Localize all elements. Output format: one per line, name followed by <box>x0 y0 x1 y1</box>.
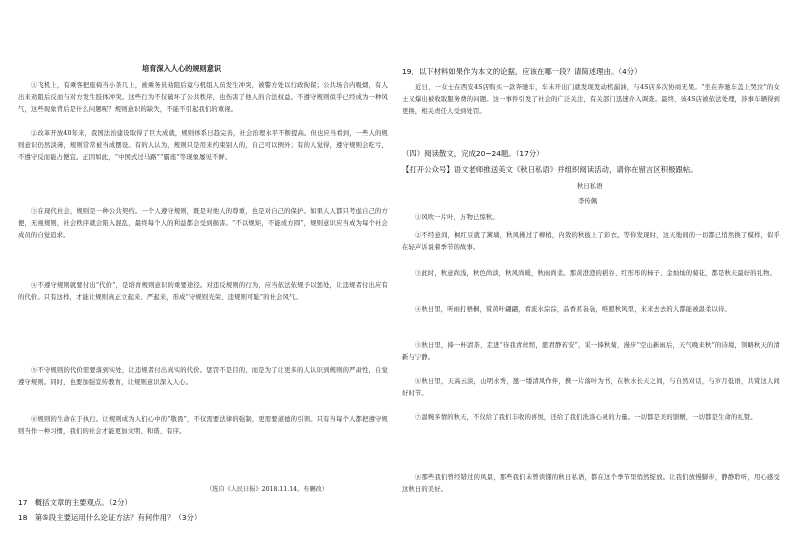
activity-prompt: 【打开公众号】语文老师推送美文《秋日私语》并组织阅读活动，请你在留言区积极跟帖。 <box>402 165 698 174</box>
essay-paragraph-8: ⑧那些我们曾经错过的风景，那些我们未曾读懂的秋日私语，都在这个季节里悄然绽放。让我们放慢脚步，静静聆听，用心感受这秋日的美好。 <box>402 474 780 494</box>
essay-paragraph-4: ④秋日里，听雨打梧桐，赏黄叶翩翩，看流水淙淙，品香茗袅袅，唯愿秋风里，来来去去的人都能被温柔以待。 <box>415 306 731 313</box>
essay-title: 秋日私语 <box>577 182 603 190</box>
article-title: 培育深入人心的规则意识 <box>142 64 222 73</box>
question-19: 19．以下材料如果作为本文的论据，应该在哪一段？请简述理由。（4分） <box>402 67 642 76</box>
material-passage: 近日，一女士在西安4S店购买一款奔驰车，车未开出门就发现发动机漏油，与4S店多次协商无果。“坐在奔驰车盖上哭泣”的女士又爆出被收取服务费的问题。这一事件引发了社会的广泛关注，有关部门迅速介入调查。最终，该4S店被依法处理，涉事车辆得到更换，相关责任人受到处罚。 <box>402 84 780 116</box>
paragraph-1: ①飞机上，有乘客把座椅当小茶几上，被乘务员劝阻后竟与机组人员发生冲突，被警方处以行政拘留；公共场合内吸烟，有人出来劝阻后反而与对方发生肢体冲突。这些行为不仅破坏了公共秩序，也伤害了他人的合法权益。不遵守规则似乎已经成为一种风气，这些现象背后是什么问题呢？规则意识的缺失，不能不引起我们的重视。 <box>18 82 388 114</box>
essay-paragraph-3: ③此时，秋意尚浅，秋色尚淡，秋风尚暖，秋雨尚柔。那黄澄澄的稻谷、红彤彤的柿子、金灿灿的菊花，都是秋天最好的礼物。 <box>415 270 777 277</box>
section-heading: （四）阅读散文，完成20~24题。（17分） <box>402 149 544 158</box>
essay-paragraph-1: ①风吹一片叶，万物已惊秋。 <box>415 214 499 221</box>
question-18: 18 第⑤段主要运用什么论证方法？有何作用？（3分） <box>18 513 202 522</box>
right-column <box>402 0 780 549</box>
paragraph-3: ③在现代社会，规则是一种公共契约。一个人遵守规则，既是对他人的尊重，也是对自己的保护。如果人人都只考虑自己的方便，无视规则，社会秩序就会陷入混乱，最终每个人的利益都会受到损害。“不以规矩，不能成方圆”，规则意识应当成为每个社会成员的自觉追求。 <box>18 208 388 240</box>
question-17: 17 概括文章的主要观点。（2分） <box>18 498 132 507</box>
paragraph-5: ⑤不守规则的代价需要落到实处，让违规者付出真实的代价。惩罚不是目的，而是为了让更多的人认识到规则的严肃性，自觉遵守规则。同时，也要加强宣传教育，让规则意识深入人心。 <box>18 367 388 387</box>
paragraph-2: ②改革开放40年来，我国法治建设取得了巨大成就，规则体系日趋完善，社会治理水平不断提高。但也应当看到，一些人的规则意识仍然淡薄，规则常常被当成摆设。有的人认为，规则只是用来约束别人的，自己可以例外；有的人觉得，遵守规则会吃亏，不遵守反而能占便宜。正因如此，“中国式过马路”“霸座”等现象屡见不鲜。 <box>18 130 388 162</box>
article-source: （选自《人民日报》2018.11.14，有删改） <box>206 486 329 493</box>
essay-paragraph-7: ⑦温婉多情的秋天，不仅给了我们丰收的喜悦，还给了我们洗涤心灵的力量。一切都是美的馈赠，一切都是生命的礼赞。 <box>415 414 757 421</box>
essay-author: 李传佩 <box>578 197 598 205</box>
essay-paragraph-6: ⑥秋日里，天高云淡，山明水秀，邀一缕清风作伴，携一片落叶为书，在秋水长天之间，与自然对话，与岁月低语，共赏这人间好时节。 <box>402 378 780 398</box>
left-column <box>18 0 388 549</box>
essay-paragraph-2: ②不经意间，枫红豆就了篱墙，秋风拂过了柳梢，内敛的秋披上了彩衣。等你发现时，这天地间的一切都已悄然换了模样，似乎在轻声诉说着季节的故事。 <box>402 232 780 252</box>
paragraph-6: ⑥规则的生命在于执行。让规则成为人们心中的“敬畏”，不仅需要法律的强制，更需要道德的引领。只有当每个人都把遵守规则当作一种习惯，我们的社会才能更加文明、和谐、有序。 <box>18 416 388 436</box>
paragraph-4: ④不遵守规则就要付出“代价”，是培育规则意识的重要途径。对违反规则的行为，应当依法依规予以惩处，让违规者付出应有的代价。只有这样，才能让规则真正立起来、严起来，形成“守规则光荣、违规则可耻”的社会风气。 <box>18 282 388 302</box>
essay-paragraph-5: ⑤秋日里，捧一杯清茶，走进“待我青丝绾，愿君静若安”，采一捧秋菊，漫步“空山新雨后，天气晚来秋”的诗境，领略秋天的清新与宁静。 <box>402 342 780 362</box>
